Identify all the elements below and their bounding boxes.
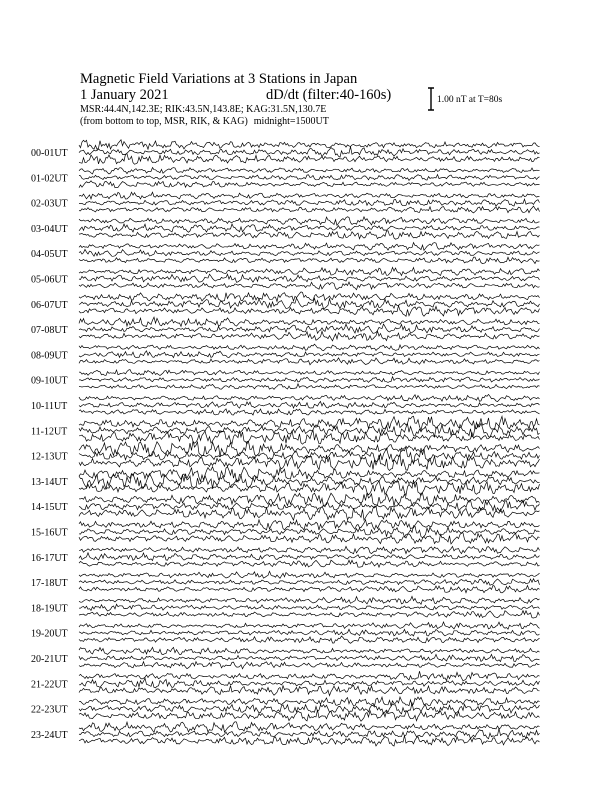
trace-kag bbox=[79, 231, 540, 239]
hour-label: 09-10UT bbox=[31, 375, 68, 387]
hour-label: 10-11UT bbox=[31, 401, 68, 412]
trace-kag bbox=[79, 506, 540, 520]
hour-row bbox=[79, 292, 540, 316]
trace-msr bbox=[79, 168, 540, 175]
chart-title: Magnetic Field Variations at 3 Stations in Japan bbox=[80, 71, 358, 87]
trace-msr bbox=[79, 292, 540, 302]
trace-msr bbox=[79, 467, 540, 482]
hour-row bbox=[79, 722, 540, 746]
trace-rik bbox=[79, 500, 540, 511]
hour-row bbox=[79, 441, 540, 470]
trace-kag bbox=[79, 409, 540, 415]
trace-rik bbox=[79, 377, 540, 383]
hour-label: 14-15UT bbox=[31, 502, 68, 514]
station-order: (from bottom to top, MSR, RIK, & KAG) bbox=[80, 116, 248, 127]
hour-row bbox=[79, 168, 540, 188]
hour-row bbox=[79, 697, 540, 721]
trace-rik bbox=[79, 175, 540, 181]
trace-msr bbox=[79, 416, 540, 430]
hour-label: 22-23UT bbox=[31, 704, 68, 716]
hour-row bbox=[79, 596, 540, 618]
trace-kag bbox=[79, 480, 540, 496]
hour-label: 05-06UT bbox=[31, 274, 68, 286]
midnight-note: midnight=1500UT bbox=[253, 116, 329, 127]
trace-kag bbox=[79, 533, 540, 544]
hour-row bbox=[79, 546, 540, 567]
hour-row bbox=[79, 394, 540, 415]
hour-label: 04-05UT bbox=[31, 249, 68, 261]
trace-rik bbox=[79, 274, 540, 282]
trace-msr bbox=[79, 697, 540, 706]
trace-kag bbox=[79, 611, 540, 618]
trace-rows bbox=[79, 140, 540, 746]
trace-rik bbox=[79, 402, 540, 409]
hour-row bbox=[79, 647, 540, 669]
trace-kag bbox=[79, 282, 540, 290]
hour-row bbox=[79, 671, 540, 695]
hour-label: 23-24UT bbox=[31, 729, 68, 741]
trace-msr bbox=[79, 370, 540, 376]
trace-kag bbox=[79, 735, 540, 746]
trace-rik bbox=[79, 351, 540, 358]
trace-msr bbox=[79, 571, 540, 578]
trace-msr bbox=[79, 622, 540, 629]
hour-row bbox=[79, 217, 540, 239]
trace-msr bbox=[79, 344, 540, 351]
hour-label: 18-19UT bbox=[31, 603, 68, 615]
station-coordinates: MSR:44.4N,142.3E; RIK:43.5N,143.8E; KAG:31.5N,130.7E bbox=[80, 104, 327, 115]
trace-kag bbox=[79, 586, 540, 593]
hour-label: 11-12UT bbox=[31, 426, 68, 438]
hour-row bbox=[79, 140, 540, 164]
hour-row bbox=[79, 571, 540, 593]
scale-bar bbox=[428, 88, 434, 110]
trace-kag bbox=[79, 206, 540, 213]
hour-row bbox=[79, 493, 540, 520]
chart-quantity: dD/dt (filter:40-160s) bbox=[266, 87, 392, 103]
hour-row bbox=[79, 243, 540, 264]
trace-msr bbox=[79, 546, 540, 553]
hour-row bbox=[79, 344, 540, 365]
trace-msr bbox=[79, 267, 540, 275]
trace-rik bbox=[79, 629, 540, 636]
trace-kag bbox=[79, 384, 540, 390]
trace-msr bbox=[79, 394, 540, 401]
hour-row bbox=[79, 267, 540, 289]
hour-row bbox=[79, 192, 540, 213]
trace-kag bbox=[79, 685, 540, 695]
hour-label: 17-18UT bbox=[31, 578, 68, 590]
trace-rik bbox=[79, 474, 540, 489]
trace-kag bbox=[79, 636, 540, 643]
trace-rik bbox=[79, 448, 540, 464]
hour-label: 08-09UT bbox=[31, 350, 68, 362]
scale-label: 1.00 nT at T=80s bbox=[437, 95, 503, 105]
trace-rik bbox=[79, 703, 540, 714]
trace-rik bbox=[79, 249, 540, 256]
hour-row bbox=[79, 416, 540, 444]
trace-rik bbox=[79, 678, 540, 688]
trace-rik bbox=[79, 553, 540, 561]
hour-label: 01-02UT bbox=[31, 173, 68, 185]
trace-kag bbox=[79, 306, 540, 317]
trace-kag bbox=[79, 710, 540, 721]
chart-date: 1 January 2021 bbox=[80, 87, 169, 103]
hour-label: 00-01UT bbox=[31, 148, 68, 159]
trace-kag bbox=[79, 358, 540, 365]
trace-msr bbox=[79, 243, 540, 251]
trace-msr bbox=[79, 140, 540, 150]
hour-label: 06-07UT bbox=[31, 299, 68, 311]
hour-label: 13-14UT bbox=[31, 476, 68, 488]
trace-kag bbox=[79, 662, 540, 669]
trace-rik bbox=[79, 604, 540, 611]
hour-row bbox=[79, 622, 540, 643]
trace-rik bbox=[79, 526, 540, 538]
trace-msr bbox=[79, 647, 540, 654]
trace-rik bbox=[79, 579, 540, 586]
trace-kag bbox=[79, 154, 540, 164]
trace-rik bbox=[79, 423, 540, 437]
trace-msr bbox=[79, 520, 540, 530]
trace-kag bbox=[79, 257, 540, 264]
trace-kag bbox=[79, 560, 540, 567]
trace-msr bbox=[79, 192, 540, 199]
scale-bar-mark bbox=[428, 88, 434, 110]
hour-label: 12-13UT bbox=[31, 451, 68, 463]
hour-row bbox=[79, 317, 540, 341]
hour-label: 02-03UT bbox=[31, 198, 68, 210]
trace-msr bbox=[79, 722, 540, 733]
hour-labels bbox=[31, 148, 68, 741]
trace-msr bbox=[79, 441, 540, 457]
hour-label: 07-08UT bbox=[31, 325, 68, 337]
hour-row bbox=[79, 467, 540, 496]
trace-msr bbox=[79, 217, 540, 226]
trace-kag bbox=[79, 455, 540, 471]
trace-rik bbox=[79, 728, 540, 739]
trace-kag bbox=[79, 181, 540, 188]
hour-label: 19-20UT bbox=[31, 628, 68, 640]
trace-rik bbox=[79, 199, 540, 206]
trace-msr bbox=[79, 317, 540, 326]
trace-rik bbox=[79, 224, 540, 232]
hour-row bbox=[79, 370, 540, 390]
hour-label: 15-16UT bbox=[31, 527, 68, 539]
hour-label: 21-22UT bbox=[31, 679, 68, 691]
trace-msr bbox=[79, 671, 540, 681]
hour-label: 16-17UT bbox=[31, 552, 68, 564]
trace-rik bbox=[79, 654, 540, 661]
hour-row bbox=[79, 520, 540, 544]
trace-kag bbox=[79, 331, 540, 341]
hour-label: 20-21UT bbox=[31, 654, 68, 665]
hour-label: 03-04UT bbox=[31, 223, 68, 235]
trace-rik bbox=[79, 324, 540, 333]
trace-msr bbox=[79, 596, 540, 604]
